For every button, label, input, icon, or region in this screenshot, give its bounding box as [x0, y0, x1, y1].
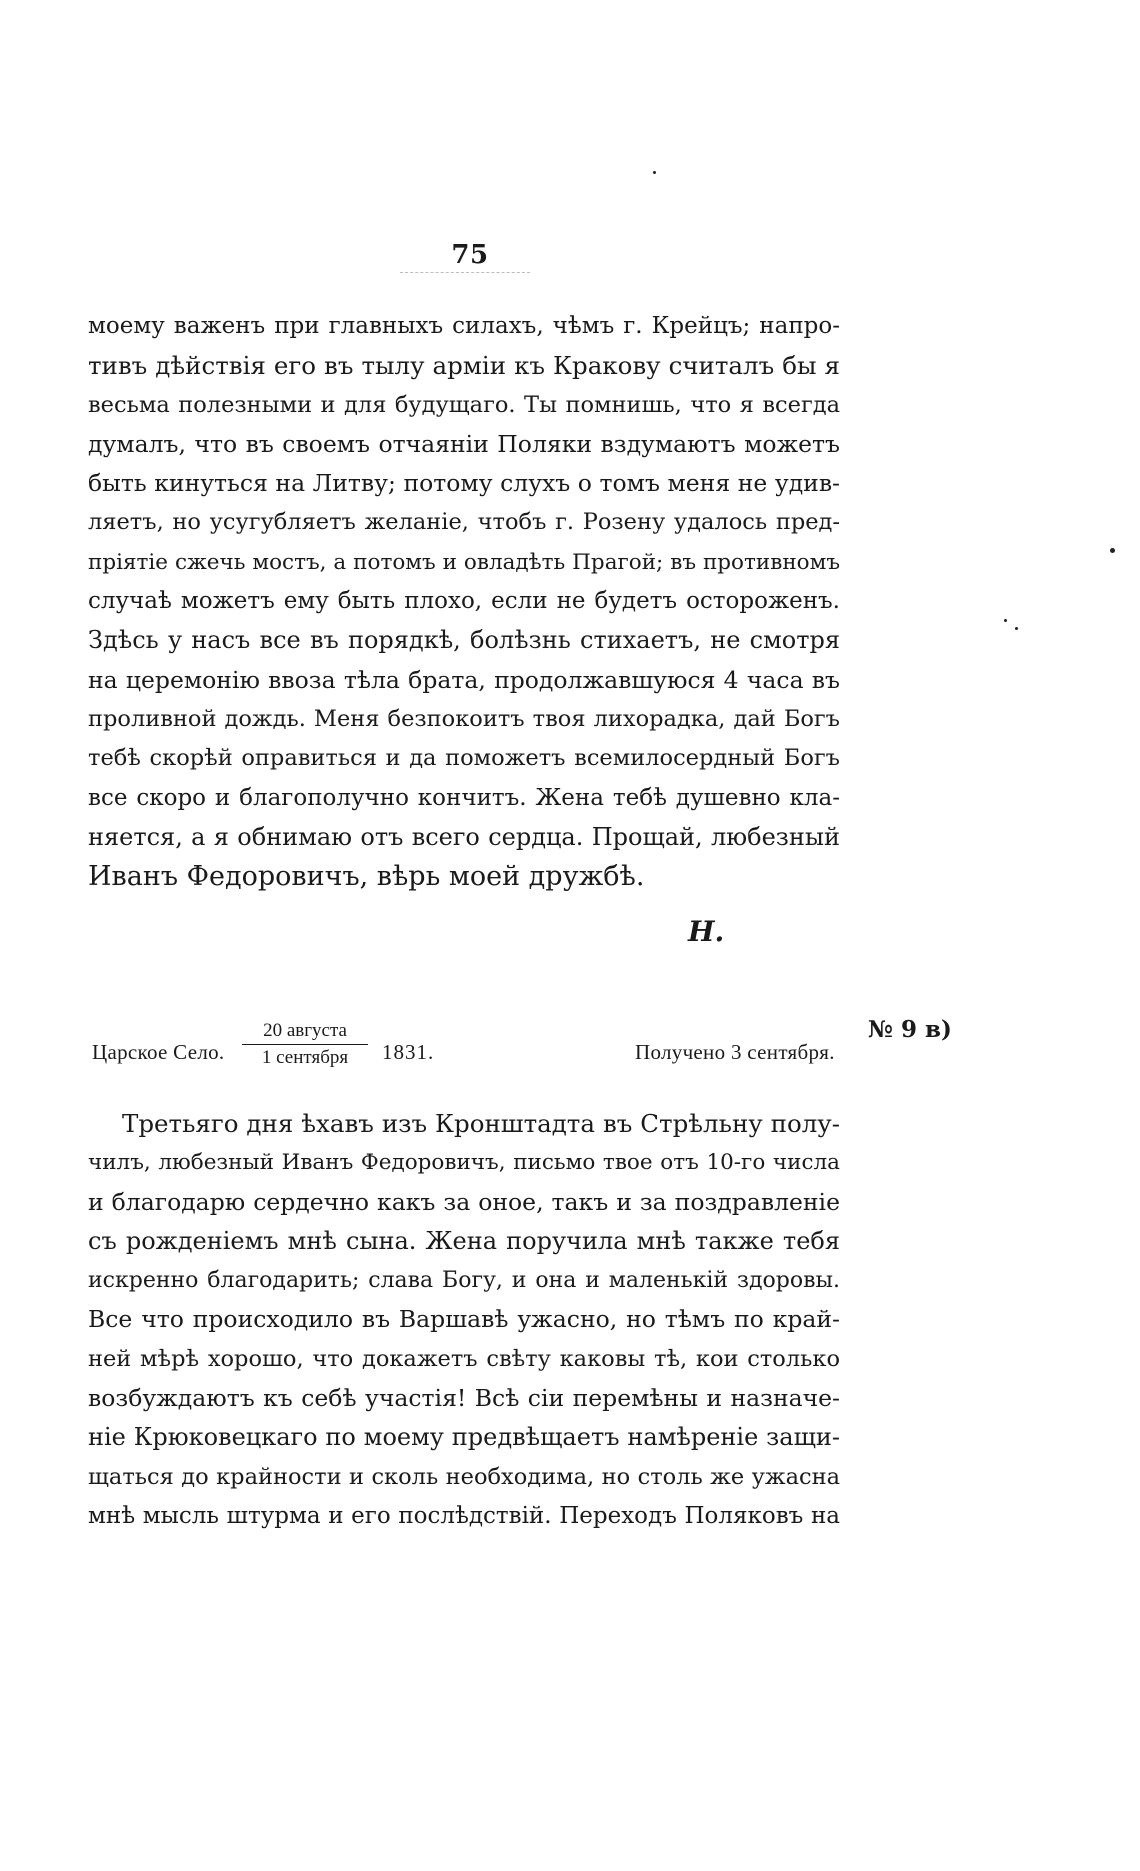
- letter-dateline: [92, 1020, 852, 1080]
- text-line: ляетъ, но усугубляетъ желаніе, чтобъ г. Розену удалось пред-: [88, 509, 840, 536]
- text-line: мнѣ мысль штурма и его послѣдствій. Переходъ Поляковъ на: [88, 1502, 840, 1529]
- text-line: искренно благодарить; слава Богу, и она и маленькій здоровы.: [88, 1268, 840, 1294]
- scan-speck: [1004, 619, 1007, 622]
- letter-opening-text: [88, 1104, 840, 1536]
- text-line: Все что происходило въ Варшавѣ ужасно, но тѣмъ по край-: [88, 1305, 840, 1334]
- dateline-year: 1831.: [382, 1040, 435, 1064]
- text-line: Здѣсь у насъ все въ порядкѣ, болѣзнь стихаетъ, не смотря: [88, 626, 840, 655]
- page-number: 75: [451, 240, 489, 270]
- dateline-place: Царское Село.: [92, 1040, 225, 1064]
- text-line: щаться до крайности и сколь необходима, но столь же ужасна: [88, 1463, 840, 1490]
- text-line: на церемонію ввоза тѣла брата, продолжавшуюся 4 часа въ: [88, 665, 840, 694]
- text-line: няется, а я обнимаю отъ всего сердца. Прощай, любезный: [88, 822, 840, 851]
- text-line: Третьяго дня ѣхавъ изъ Кронштадта въ Стрѣльну полу-: [122, 1109, 840, 1138]
- text-line: думалъ, что въ своемъ отчаяніи Поляки вздумаютъ можетъ: [88, 429, 840, 458]
- text-line: съ рожденіемъ мнѣ сына. Жена поручила мнѣ также тебя: [88, 1226, 840, 1255]
- text-line: быть кинуться на Литву; потому слухъ о томъ меня не удив-: [88, 469, 840, 498]
- dateline-date: [242, 1020, 368, 1069]
- scan-speck: [653, 171, 656, 174]
- text-line: тивъ дѣйствія его въ тылу арміи къ Кракову считалъ бы я: [88, 351, 840, 381]
- text-line: ней мѣрѣ хорошо, что докажетъ свѣту каковы тѣ, кои столько: [88, 1345, 840, 1372]
- signature: Н.: [688, 915, 725, 948]
- text-line: проливной дождь. Меня безпокоитъ твоя лихорадка, дай Богъ: [88, 705, 840, 732]
- scan-speck: [1015, 627, 1018, 630]
- letter-ending-text: [88, 307, 840, 896]
- page-number-rule: [400, 272, 530, 273]
- text-line: весьма полезными и для будущаго. Ты помнишь, что я всегда: [88, 391, 840, 418]
- text-line: все скоро и благополучно кончитъ. Жена тебѣ душевно кла-: [88, 784, 840, 811]
- scan-speck: [1110, 548, 1115, 553]
- text-line: ніе Крюковецкаго по моему предвѣщаетъ намѣреніе защи-: [88, 1423, 840, 1452]
- date-old-style: 20 августа: [242, 1020, 368, 1045]
- text-line: случаѣ можетъ ему быть плохо, если не будетъ остороженъ.: [88, 588, 840, 615]
- text-line: пріятіе сжечь мостъ, а потомъ и овладѣть Прагой; въ противномъ: [88, 549, 840, 575]
- letter-number: № 9 в): [868, 1016, 952, 1043]
- text-line: чилъ, любезный Иванъ Федоровичъ, письмо твое отъ 10-го числа: [88, 1150, 840, 1176]
- text-line: возбуждаютъ къ себѣ участія! Всѣ сіи перемѣны и назначе-: [88, 1384, 840, 1413]
- text-line-last: Иванъ Федоровичъ, вѣрь моей дружбѣ.: [88, 861, 645, 893]
- dateline-received: Получено 3 сентября.: [635, 1040, 835, 1064]
- text-line: тебѣ скорѣй оправиться и да поможетъ всемилосердный Богъ: [88, 745, 840, 772]
- date-new-style: 1 сентября: [261, 1047, 349, 1068]
- text-line: и благодарю сердечно какъ за оное, такъ и за поздравленіе: [88, 1187, 840, 1216]
- text-line: моему важенъ при главныхъ силахъ, чѣмъ г. Крейцъ; напро-: [88, 313, 840, 339]
